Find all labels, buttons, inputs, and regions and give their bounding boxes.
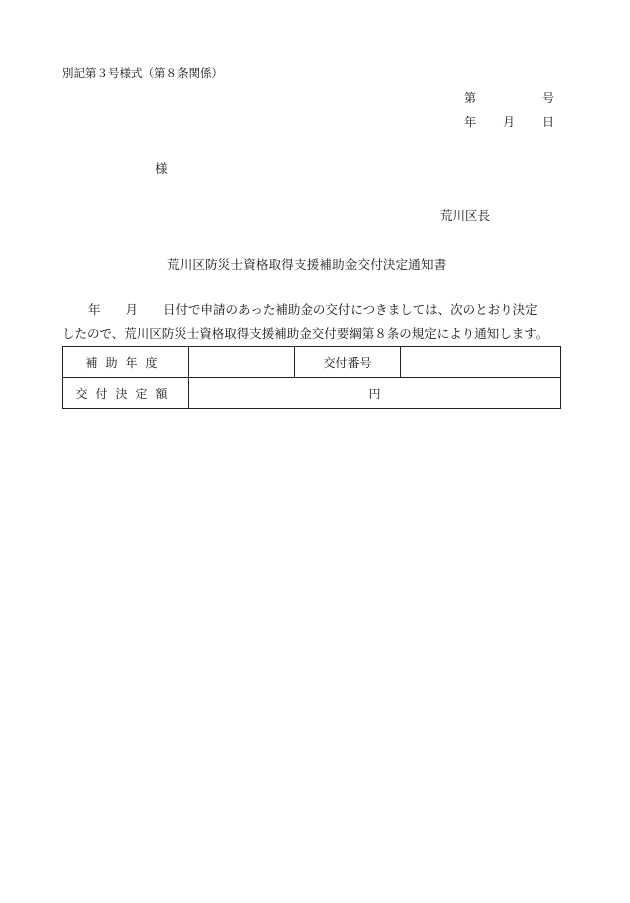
document-title: 荒川区防災士資格取得支援補助金交付決定通知書 [167,257,447,272]
fiscal-year-label: 補助年度 [63,347,189,378]
date-day: 日 [542,115,555,129]
addressee-honorific: 様 [155,161,168,176]
grant-info-table [62,346,561,409]
form-label: 別記第３号様式（第８条関係） [62,66,223,80]
date-month: 月 [503,115,516,129]
grant-number-label: 交付番号 [295,347,401,378]
grant-amount-label: 交付決定額 [63,378,189,409]
body-text-line-1: 年 月 日付で申請のあった補助金の交付につきましては、次のとおり決定 [88,302,538,317]
table-row [63,347,561,378]
fiscal-year-value[interactable] [189,347,295,378]
table-row [63,378,561,409]
grant-number-value[interactable] [401,347,561,378]
grant-amount-value[interactable]: 円 [189,378,561,409]
number-prefix: 第 [464,91,477,105]
body-text-line-2: したので、荒川区防災士資格取得支援補助金交付要綱第８条の規定により通知します。 [62,326,549,341]
date-year: 年 [464,115,477,129]
number-suffix: 号 [542,91,555,105]
issuer-name: 荒川区長 [440,208,491,223]
